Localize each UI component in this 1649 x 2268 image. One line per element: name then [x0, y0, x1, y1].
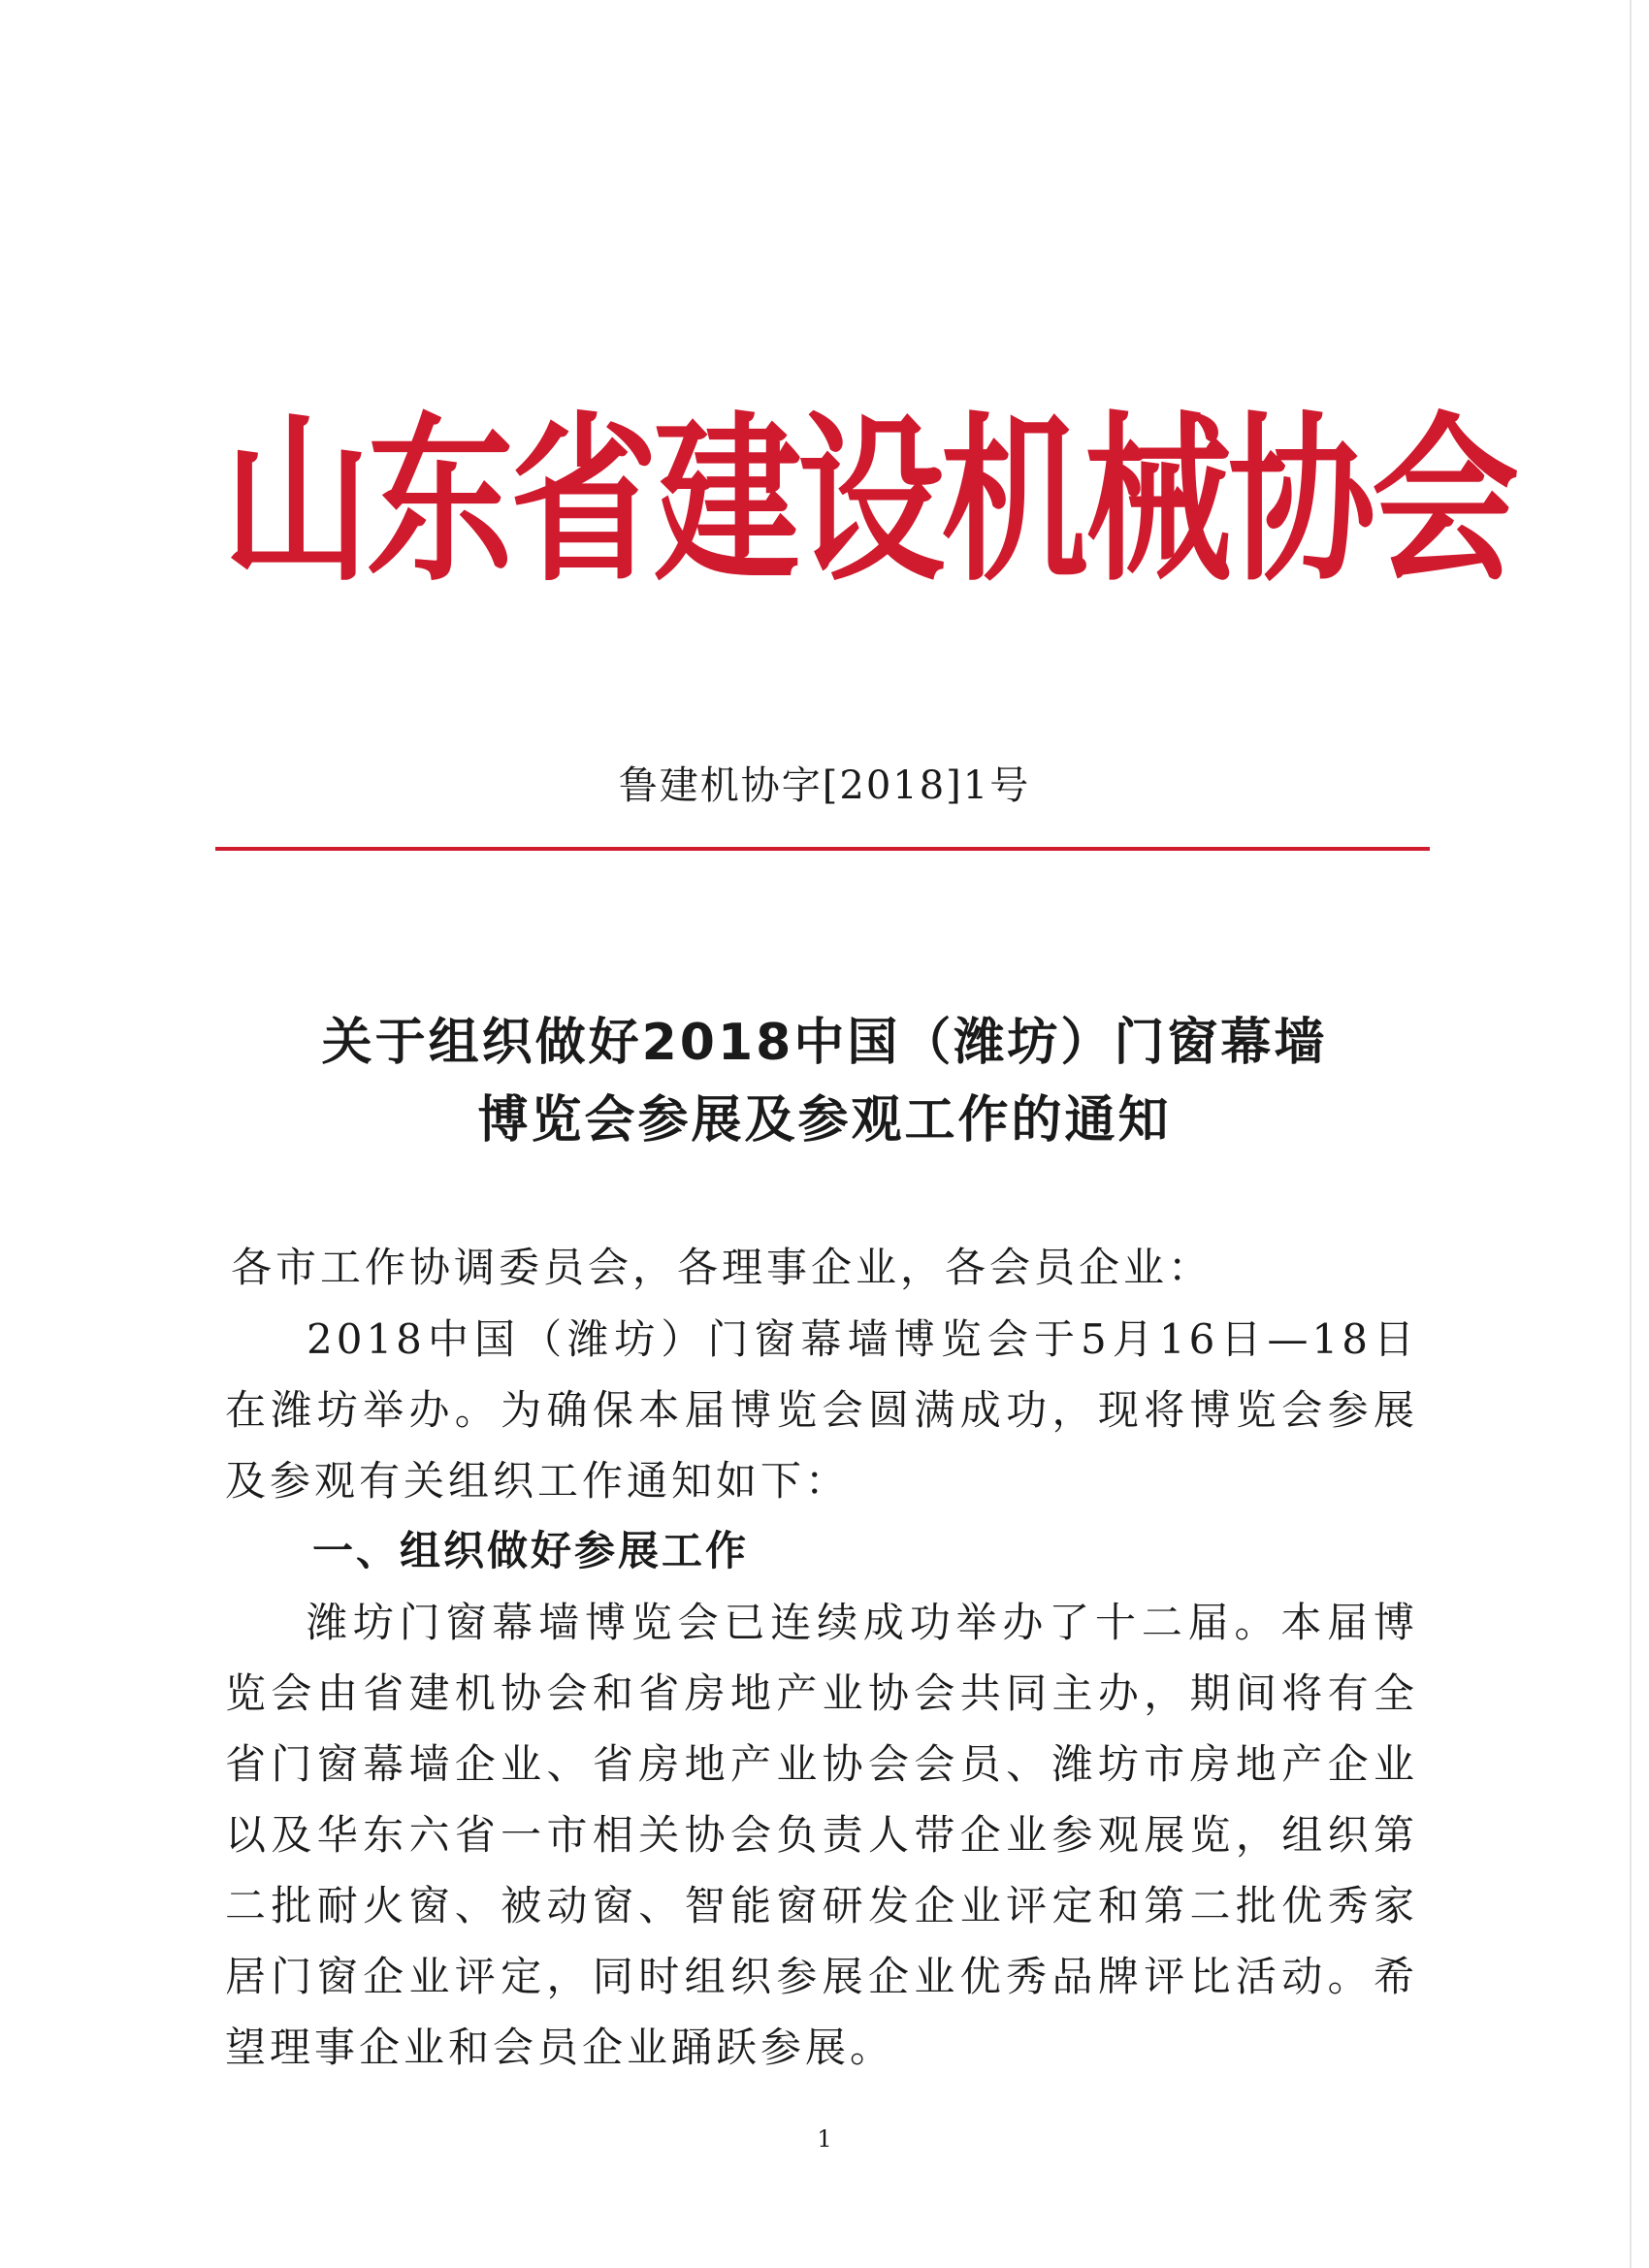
letterhead-red-rule — [215, 847, 1430, 851]
salutation: 各市工作协调委员会，各理事企业，各会员企业： — [231, 1244, 1213, 1291]
notice-title-line-2: 博览会参展及参观工作的通知 — [477, 1091, 1172, 1150]
letterhead-organization-name: 山东省建设机械协会 — [223, 396, 1515, 606]
page-number: 1 — [817, 2125, 832, 2153]
notice-title-line-1: 关于组织做好2018中国（潍坊）门窗幕墙 — [321, 1014, 1328, 1072]
body-paragraph-intro: 2018中国（潍坊）门窗幕墙博览会于5月16日—18日在潍坊举办。为确保本届博览会圆满成功，现将博览会参展及参观有关组织工作通知如下： — [225, 1315, 1418, 1505]
body-paragraph-section-1: 潍坊门窗幕墙博览会已连续成功举办了十二届。本届博览会由省建机协会和省房地产业协会共同主办，期间将有全省门窗幕墙企业、省房地产业协会会员、潍坊市房地产企业以及华东六省一市相关协会负责人带企业参观展览，组织第二批耐火窗、被动窗、智能窗研发企业评定和第二批优秀家居门窗企业评定，同时组织参展企业优秀品牌评比活动。希望理事企业和会员企业踊跃参展。 — [225, 1599, 1418, 2071]
section-heading-1: 一、组织做好参展工作 — [312, 1527, 750, 1574]
document-number: 鲁建机协字[2018]1号 — [618, 763, 1031, 808]
